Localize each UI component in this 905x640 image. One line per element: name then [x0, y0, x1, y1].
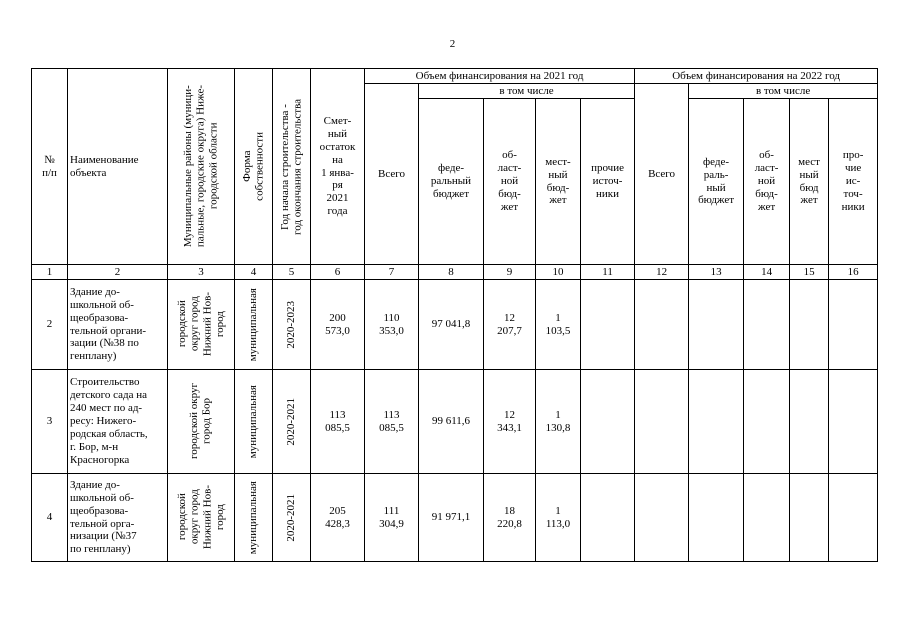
cell-years — [273, 280, 311, 370]
cell-ownership-text: муниципальная — [247, 287, 260, 362]
header-fin-2022: Объем финансирования на 2022 год — [635, 69, 878, 84]
header-n: № п/п — [32, 69, 68, 265]
cell-ownership-text: муниципальная — [247, 480, 260, 555]
cell-total2021: 113 085,5 — [365, 370, 419, 474]
column-number: 2 — [68, 265, 168, 280]
cell-oth2022 — [829, 474, 878, 562]
cell-oth2022 — [829, 280, 878, 370]
column-number: 9 — [484, 265, 536, 280]
cell-object-name: Здание до- школьной об- щеобразова- тельной орга- низации (№37 по генплану) — [68, 474, 168, 562]
column-number: 7 — [365, 265, 419, 280]
column-number: 5 — [273, 265, 311, 280]
cell-reg2021: 18 220,8 — [484, 474, 536, 562]
header-years — [273, 69, 311, 265]
header-oth-2022: про- чие ис- точ- ники — [829, 99, 878, 265]
header-ownership-text: Форма собственности — [240, 132, 266, 201]
cell-oth2021 — [581, 370, 635, 474]
cell-oth2022 — [829, 370, 878, 474]
cell-fed2021: 97 041,8 — [419, 280, 484, 370]
column-number-row — [32, 265, 878, 280]
cell-oth2021 — [581, 280, 635, 370]
cell-ownership — [235, 280, 273, 370]
header-loc-2021: мест- ный бюд- жет — [536, 99, 581, 265]
cell-n: 2 — [32, 280, 68, 370]
cell-loc2021: 1 130,8 — [536, 370, 581, 474]
table-row — [32, 370, 878, 474]
header-oth-2021: прочие источ- ники — [581, 99, 635, 265]
cell-loc2021: 1 113,0 — [536, 474, 581, 562]
cell-ownership-text: муниципальная — [247, 384, 260, 459]
page-number: 2 — [449, 38, 456, 50]
cell-object-name: Строительство детского сада на 240 мест по ад- ресу: Нижего- родская область, г. Бор, м-н Красногорка — [68, 370, 168, 474]
header-years-text: Год начала строительства - год окончания строительства — [278, 98, 304, 235]
column-number: 6 — [311, 265, 365, 280]
cell-district — [168, 474, 235, 562]
cell-district-text: городской округ город Нижний Нов- город — [175, 292, 226, 357]
cell-reg2021: 12 207,7 — [484, 280, 536, 370]
cell-fed2022 — [689, 474, 744, 562]
column-number: 14 — [744, 265, 790, 280]
cell-ownership — [235, 370, 273, 474]
header-loc-2022: мест ный бюд жет — [790, 99, 829, 265]
cell-total2022 — [635, 280, 689, 370]
cell-district — [168, 370, 235, 474]
column-number: 8 — [419, 265, 484, 280]
header-incl-2021: в том числе — [419, 84, 635, 99]
header-fed-2022: феде- раль- ный бюджет — [689, 99, 744, 265]
cell-n: 4 — [32, 474, 68, 562]
header-incl-2022: в том числе — [689, 84, 878, 99]
cell-reg2022 — [744, 370, 790, 474]
financing-table — [31, 68, 878, 562]
cell-years-text: 2020-2023 — [285, 300, 298, 349]
header-ownership — [235, 69, 273, 265]
cell-balance: 200 573,0 — [311, 280, 365, 370]
header-object-name: Наименование объекта — [68, 69, 168, 265]
column-number: 13 — [689, 265, 744, 280]
cell-fed2022 — [689, 370, 744, 474]
cell-balance: 113 085,5 — [311, 370, 365, 474]
cell-loc2021: 1 103,5 — [536, 280, 581, 370]
cell-district-text: городской округ город Нижний Нов- город — [175, 485, 226, 550]
cell-years — [273, 474, 311, 562]
cell-reg2021: 12 343,1 — [484, 370, 536, 474]
cell-loc2022 — [790, 474, 829, 562]
cell-reg2022 — [744, 280, 790, 370]
cell-years-text: 2020-2021 — [285, 493, 298, 542]
column-number: 15 — [790, 265, 829, 280]
header-balance: Смет- ный остаток на 1 янва- ря 2021 года — [311, 69, 365, 265]
cell-total2021: 110 353,0 — [365, 280, 419, 370]
header-reg-2022: об- ласт- ной бюд- жет — [744, 99, 790, 265]
cell-oth2021 — [581, 474, 635, 562]
cell-years — [273, 370, 311, 474]
header-total-2021: Всего — [365, 84, 419, 265]
column-number: 11 — [581, 265, 635, 280]
column-number: 10 — [536, 265, 581, 280]
column-number: 12 — [635, 265, 689, 280]
header-fin-2021: Объем финансирования на 2021 год — [365, 69, 635, 84]
cell-n: 3 — [32, 370, 68, 474]
cell-district-text: городской округ город Бор — [188, 383, 213, 460]
header-total-2022: Всего — [635, 84, 689, 265]
header-fed-2021: феде- ральный бюджет — [419, 99, 484, 265]
cell-fed2021: 91 971,1 — [419, 474, 484, 562]
header-district-text: Муниципальные районы (муници- пальные, городские округа) Ниже- городской области — [182, 85, 220, 248]
cell-years-text: 2020-2021 — [285, 397, 298, 446]
cell-total2022 — [635, 474, 689, 562]
cell-reg2022 — [744, 474, 790, 562]
cell-total2022 — [635, 370, 689, 474]
table-row — [32, 474, 878, 562]
column-number: 16 — [829, 265, 878, 280]
cell-balance: 205 428,3 — [311, 474, 365, 562]
header-reg-2021: об- ласт- ной бюд- жет — [484, 99, 536, 265]
cell-object-name: Здание до- школьной об- щеобразова- тельной органи- зации (№38 по генплану) — [68, 280, 168, 370]
header-district — [168, 69, 235, 265]
cell-fed2021: 99 611,6 — [419, 370, 484, 474]
table-row — [32, 280, 878, 370]
column-number: 3 — [168, 265, 235, 280]
column-number: 1 — [32, 265, 68, 280]
cell-loc2022 — [790, 280, 829, 370]
cell-ownership — [235, 474, 273, 562]
cell-fed2022 — [689, 280, 744, 370]
cell-district — [168, 280, 235, 370]
cell-total2021: 111 304,9 — [365, 474, 419, 562]
column-number: 4 — [235, 265, 273, 280]
cell-loc2022 — [790, 370, 829, 474]
